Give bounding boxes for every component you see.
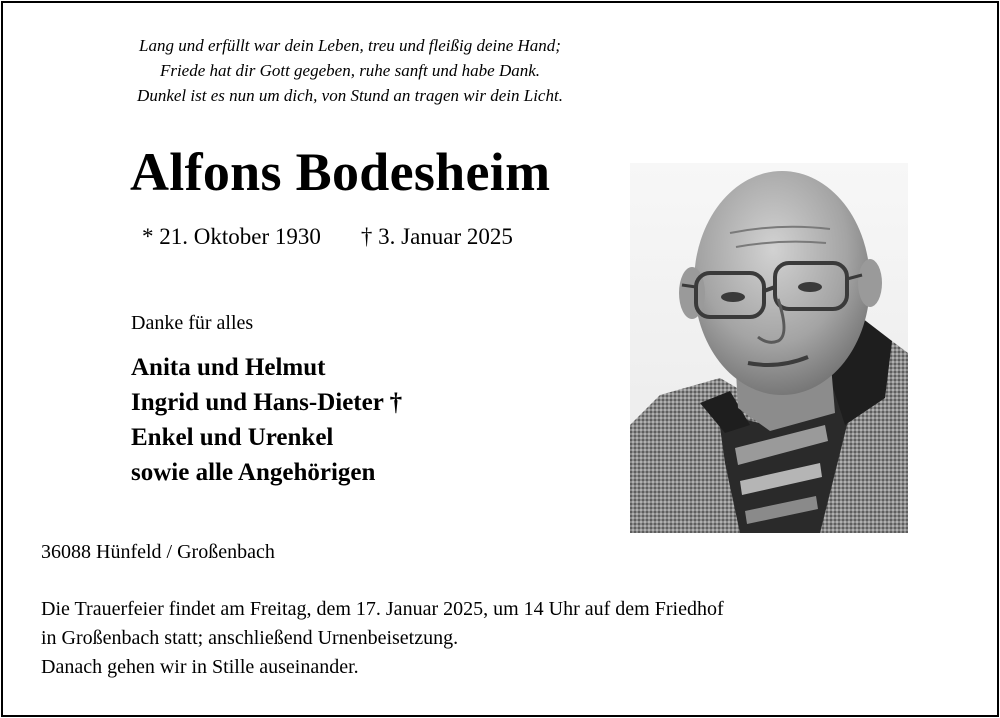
ceremony-line: Danach gehen wir in Stille auseinander. bbox=[41, 656, 359, 678]
portrait-illustration bbox=[630, 163, 908, 533]
address-line: 36088 Hünfeld / Großenbach bbox=[41, 541, 275, 563]
ceremony-info bbox=[41, 595, 724, 682]
birth-date: * 21. Oktober 1930 bbox=[142, 224, 321, 249]
mourner-line: Anita und Helmut bbox=[131, 354, 326, 381]
poem-line: Lang und erfüllt war dein Leben, treu und fleißig deine Hand; bbox=[139, 36, 561, 55]
deceased-name: Alfons Bodesheim bbox=[130, 142, 551, 202]
poem-line: Friede hat dir Gott gegeben, ruhe sanft und habe Dank. bbox=[159, 61, 541, 80]
poem-line: Dunkel ist es nun um dich, von Stund an tragen wir dein Licht. bbox=[137, 86, 563, 105]
mourner-line: Enkel und Urenkel bbox=[131, 424, 334, 451]
portrait-photo bbox=[630, 163, 908, 533]
memorial-poem bbox=[20, 33, 680, 108]
mourners-list bbox=[131, 350, 402, 490]
mourner-line: Ingrid und Hans-Dieter † bbox=[131, 389, 403, 416]
thanks-text: Danke für alles bbox=[131, 312, 254, 334]
death-date: † 3. Januar 2025 bbox=[360, 224, 513, 249]
ceremony-line: in Großenbach statt; anschließend Urnenbeisetzung. bbox=[41, 627, 459, 649]
mourner-line: sowie alle Angehörigen bbox=[131, 459, 376, 486]
life-dates bbox=[142, 222, 513, 252]
ceremony-line: Die Trauerfeier findet am Freitag, dem 17. Januar 2025, um 14 Uhr auf dem Friedhof bbox=[41, 598, 724, 620]
